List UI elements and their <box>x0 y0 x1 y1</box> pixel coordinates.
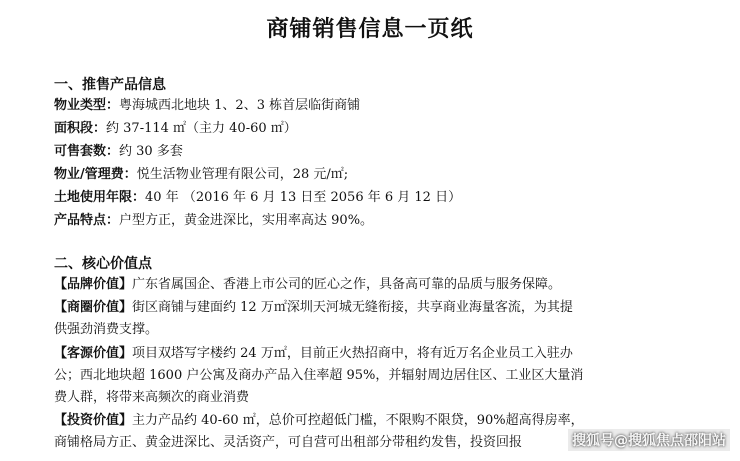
value-line <box>54 388 704 408</box>
value-line <box>54 344 704 364</box>
info-value: 约 37-114 ㎡（主力 40-60 ㎡） <box>106 121 297 136</box>
value-line <box>54 275 704 295</box>
value-text: 主力产品约 40-60 ㎡，总价可控超低门槛，不限购不限贷，90%超高得房率， <box>132 413 584 428</box>
info-label: 产品特点： <box>54 213 120 228</box>
value-line <box>54 320 704 340</box>
info-label: 土地使用年限： <box>54 190 146 205</box>
watermark: 搜狐号@搜狐焦点邵阳站 <box>568 429 730 451</box>
value-text: 项目双塔写字楼约 24 万㎡，目前正火热招商中，将有近万名企业员工入驻办 <box>132 346 573 361</box>
info-label: 物业/管理费： <box>54 167 137 182</box>
info-row-area <box>54 119 704 139</box>
value-text: 费人群，将带来高频次的商业消费 <box>54 390 250 405</box>
value-text: 街区商铺与建面约 12 万㎡深圳天河城无缝衔接，共享商业海量客流，为其提 <box>132 300 573 315</box>
value-text: 供强劲消费支撑。 <box>54 322 159 337</box>
page-title: 商铺销售信息一页纸 <box>266 17 474 42</box>
info-value: 户型方正，黄金进深比，实用率高达 90%。 <box>119 213 374 228</box>
info-row-units <box>54 142 704 162</box>
value-tag: 【品牌价值】 <box>54 277 133 292</box>
info-label: 物业类型： <box>54 98 120 113</box>
info-value: 40 年 （2016 年 6 月 13 日至 2056 年 6 月 12 日） <box>145 190 462 205</box>
value-text: 广东省属国企、香港上市公司的匠心之作，具备高可靠的品质与服务保障。 <box>132 277 562 292</box>
info-value: 约 30 多套 <box>119 144 183 159</box>
info-label: 面积段： <box>54 121 107 136</box>
value-line <box>54 411 704 431</box>
section-heading-product-info: 一、推售产品信息 <box>54 77 166 93</box>
info-value: 粤海城西北地块 1、2、3 栋首层临街商铺 <box>119 98 361 113</box>
value-tag: 【客源价值】 <box>54 346 133 361</box>
value-text: 商铺格局方正、黄金进深比、灵活资产，可自营可出租部分带租约发售，投资回报 <box>54 435 523 450</box>
section-heading-core-value: 二、核心价值点 <box>54 256 152 272</box>
value-line <box>54 298 704 318</box>
value-tag: 【商圈价值】 <box>54 300 133 315</box>
info-value: 悦生活物业管理有限公司，28 元/㎡; <box>136 167 349 182</box>
info-row-property-type <box>54 96 704 116</box>
value-line <box>54 366 704 386</box>
info-row-features <box>54 211 704 231</box>
info-label: 可售套数： <box>54 144 120 159</box>
info-row-management-fee <box>54 165 704 185</box>
value-tag: 【投资价值】 <box>54 413 133 428</box>
info-row-land-term <box>54 188 704 208</box>
value-text: 公；西北地块超 1600 户公寓及商办产品入住率超 95%，并辐射周边居住区、工业区大量消 <box>54 368 584 383</box>
